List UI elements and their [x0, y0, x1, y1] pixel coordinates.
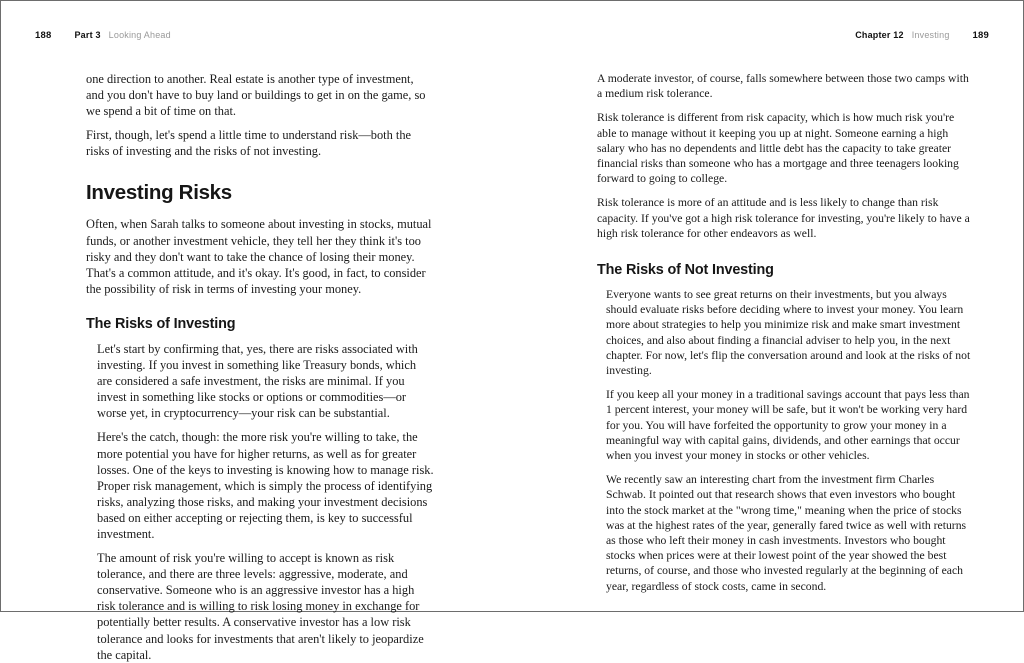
running-head-right [855, 30, 989, 41]
running-head-left [35, 30, 171, 41]
paragraph: If you keep all your money in a traditional savings account that pays less than 1 percent interest, your money will be safe, but it won't be working very hard for you. You will have forfeited the opportunity to grow your money in a meaningful way with capital gains, dividends, and other earnings that occur when you invest your money in stocks or other vehicles. [606, 388, 970, 463]
running-head-chapter-label: Chapter 12 [855, 30, 904, 40]
subsection-body-right [606, 287, 972, 594]
paragraph: The amount of risk you're willing to accept is known as risk tolerance, and there are three levels: aggressive, moderate, and conservative. Someone who is an aggressive investor has a high risk tolerance and is willing to risk losing money in exchange for potentially better results. A conservative investor has a low risk tolerance and looks for investments that aren't likely to jeopardize the capital. [97, 551, 424, 662]
page-left [1, 1, 512, 662]
section-heading-investing-risks: Investing Risks [86, 181, 232, 205]
paragraph: Often, when Sarah talks to someone about investing in stocks, mutual funds, or another investment vehicle, they tell her they think it's too risky and they don't want to take the chance of losing their money. That's a common attitude, and it's okay. It's good, in fact, to consider the possibility of risk in terms of investing your money. [86, 217, 432, 296]
paragraph: Let's start by confirming that, yes, there are risks associated with investing. If you invest in something like Treasury bonds, which are considered a safe investment, the risks are minimal. If you invest in something like stocks or options or commodities—or worse yet, in cryptocurrency—your risk can be substantial. [97, 341, 418, 421]
page-right [512, 1, 1023, 611]
paragraph: We recently saw an interesting chart from the investment firm Charles Schwab. It pointed out that research shows that even investors who bought into the stock market at the "wrong time," meaning when the price of stocks was at the highest rates of the year, generally fared twice as well with returns as those who left their money in cash investments. Investors who bought stocks when prices were at their lowest point of the year showed the best returns, of course, and those who invested regularly at the beginning of each year, regardless of stock costs, came in second. [606, 473, 967, 593]
paragraph: one direction to another. Real estate is another type of investment, and you don't have to buy land or buildings to get in on the game, so we spend a bit of time on that. [86, 72, 426, 119]
subsection-body-left [97, 341, 434, 663]
subsection-heading-the-risks-of-not-investing: The Risks of Not Investing [597, 262, 774, 279]
folio-right: 189 [972, 30, 989, 41]
paragraph: A moderate investor, of course, falls somewhere between those two camps with a medium risk tolerance. [597, 72, 969, 101]
text-block-right [597, 71, 972, 603]
paragraph: First, though, let's spend a little time to understand risk—both the risks of investing and the risks of not investing. [86, 128, 412, 159]
paragraph: Everyone wants to see great returns on their investments, but you always should evaluate risks before deciding where to invest your money. You learn more about strategies to help you minimize risk and make smart investment choices, and also about finding a financial adviser to help you, in the next chapter. For now, let's flip the conversation around and look at the risks of not investing. [606, 288, 971, 378]
paragraph: Risk tolerance is more of an attitude and is less likely to change than risk capacity. If you've got a high risk tolerance for investing, you're likely to have a high risk tolerance for other endeavors as well. [597, 196, 970, 240]
folio-left: 188 [35, 30, 52, 41]
text-block-left [86, 71, 434, 663]
paragraph: Risk tolerance is different from risk capacity, which is how much risk you're able to manage without it keeping you up at night. Someone earning a high salary who has no dependents and little debt has the capacity to take greater financial risks than someone who has a mortgage and three teenagers looking forward to going to college. [597, 111, 959, 186]
running-head-part-title: Looking Ahead [108, 30, 171, 40]
subsection-heading-the-risks-of-investing: The Risks of Investing [86, 315, 236, 332]
running-head-part-label: Part 3 [74, 30, 101, 40]
running-head-chapter-title: Investing [911, 30, 950, 40]
paragraph: Here's the catch, though: the more risk you're willing to take, the more potential you have for higher returns, as well as for greater losses. One of the keys to investing is knowing how to manage risk. Proper risk management, which is simply the process of identifying risks, analyzing those risks, and making your investment decisions based on either accepting or rejecting them, is key to successful investment. [97, 430, 434, 541]
